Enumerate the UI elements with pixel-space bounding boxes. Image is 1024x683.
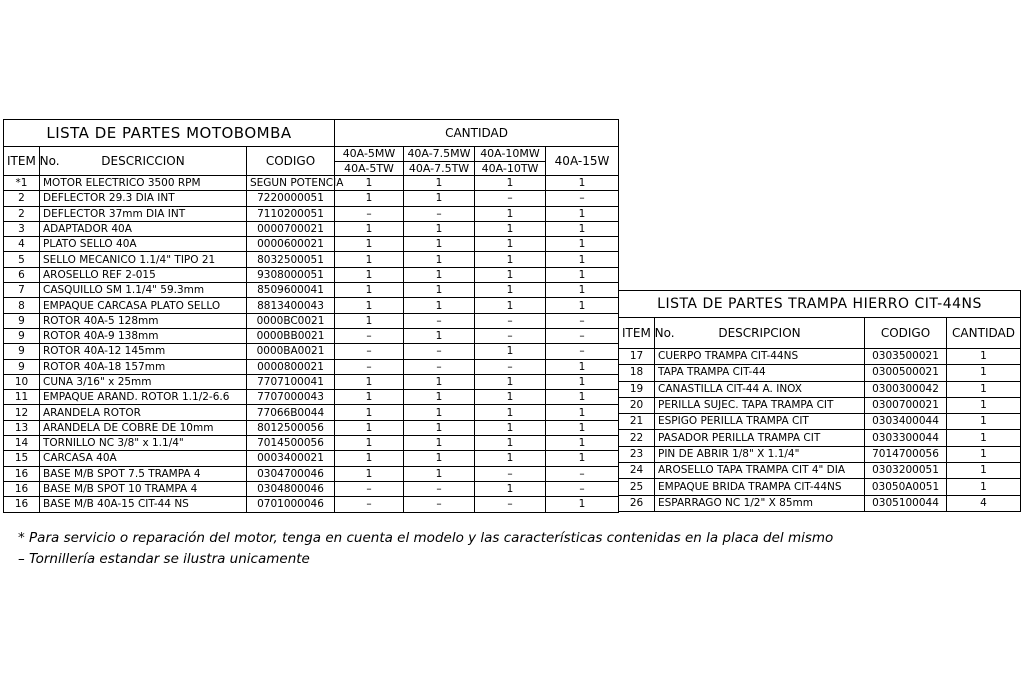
quantity-cell: – bbox=[335, 481, 404, 496]
table-row bbox=[619, 397, 1021, 413]
quantity-cell: – bbox=[404, 313, 475, 328]
quantity-cell: 1 bbox=[404, 374, 475, 389]
cantidad-header: CANTIDAD bbox=[335, 120, 619, 147]
quantity-cell: 1 bbox=[546, 451, 619, 466]
part-description: ROTOR 40A-12 145mm bbox=[40, 344, 247, 359]
part-description: SELLO MECANICO 1.1/4" TIPO 21 bbox=[40, 252, 247, 267]
part-description: PASADOR PERILLA TRAMPA CIT bbox=[655, 430, 865, 446]
item-number: 17 bbox=[619, 349, 655, 365]
quantity-cell: – bbox=[475, 191, 546, 206]
quantity-cell: 1 bbox=[404, 252, 475, 267]
part-description: EMPAQUE ARAND. ROTOR 1.1/2-6.6 bbox=[40, 390, 247, 405]
quantity-cell: 1 bbox=[947, 479, 1021, 495]
part-code: 0000BA0021 bbox=[247, 344, 335, 359]
footnotes bbox=[18, 528, 833, 570]
part-code: 7014500056 bbox=[247, 436, 335, 451]
table-row bbox=[619, 479, 1021, 495]
quantity-cell: – bbox=[335, 497, 404, 512]
quantity-cell: 1 bbox=[546, 267, 619, 282]
quantity-cell: 1 bbox=[404, 451, 475, 466]
footnote-motor: * Para servicio o reparación del motor, tenga en cuenta el modelo y las características contenidas en la placa del mismo bbox=[18, 530, 834, 546]
table-row bbox=[619, 495, 1021, 511]
quantity-cell: 1 bbox=[475, 344, 546, 359]
part-code: 8032500051 bbox=[247, 252, 335, 267]
quantity-cell: – bbox=[475, 359, 546, 374]
table-row bbox=[4, 191, 619, 206]
item-number: 3 bbox=[4, 221, 40, 236]
item-number: 5 bbox=[4, 252, 40, 267]
item-number: 16 bbox=[4, 466, 40, 481]
part-code: 0303500021 bbox=[865, 349, 947, 365]
table-row bbox=[4, 267, 619, 282]
quantity-cell: – bbox=[475, 466, 546, 481]
part-description: CUNA 3/16" x 25mm bbox=[40, 374, 247, 389]
quantity-cell: 1 bbox=[475, 283, 546, 298]
part-code: 7014700056 bbox=[865, 446, 947, 462]
quantity-cell: 1 bbox=[475, 221, 546, 236]
part-description: ROTOR 40A-18 157mm bbox=[40, 359, 247, 374]
quantity-cell: 1 bbox=[404, 420, 475, 435]
item-number: 16 bbox=[4, 497, 40, 512]
item-number: 22 bbox=[619, 430, 655, 446]
col-item-header: ITEM No. bbox=[4, 147, 40, 176]
part-code: 77066B0044 bbox=[247, 405, 335, 420]
item-number: *1 bbox=[4, 176, 40, 191]
item-number: 19 bbox=[619, 381, 655, 397]
part-description: CANASTILLA CIT-44 A. INOX bbox=[655, 381, 865, 397]
part-description: BASE M/B SPOT 10 TRAMPA 4 bbox=[40, 481, 247, 496]
quantity-cell: – bbox=[404, 344, 475, 359]
quantity-cell: 1 bbox=[475, 436, 546, 451]
quantity-cell: 1 bbox=[475, 390, 546, 405]
part-description: DEFLECTOR 37mm DIA INT bbox=[40, 206, 247, 221]
quantity-cell: 1 bbox=[335, 390, 404, 405]
table-row bbox=[4, 420, 619, 435]
item-number: 6 bbox=[4, 267, 40, 282]
model-header-bottom: 40A-10TW bbox=[475, 161, 546, 176]
quantity-cell: 1 bbox=[475, 481, 546, 496]
part-description: TAPA TRAMPA CIT-44 bbox=[655, 365, 865, 381]
part-code: 0305100044 bbox=[865, 495, 947, 511]
quantity-cell: – bbox=[546, 191, 619, 206]
table-row bbox=[619, 463, 1021, 479]
table-row bbox=[4, 221, 619, 236]
part-description: EMPAQUE BRIDA TRAMPA CIT-44NS bbox=[655, 479, 865, 495]
quantity-cell: 1 bbox=[335, 436, 404, 451]
quantity-cell: 1 bbox=[335, 267, 404, 282]
quantity-cell: – bbox=[475, 328, 546, 343]
table-row bbox=[4, 497, 619, 512]
quantity-cell: 1 bbox=[475, 420, 546, 435]
quantity-cell: – bbox=[546, 466, 619, 481]
part-code: 0000BC0021 bbox=[247, 313, 335, 328]
table-row bbox=[4, 405, 619, 420]
quantity-cell: – bbox=[404, 206, 475, 221]
quantity-cell: 1 bbox=[546, 298, 619, 313]
quantity-cell: – bbox=[546, 344, 619, 359]
table-row bbox=[4, 252, 619, 267]
item-number: 24 bbox=[619, 463, 655, 479]
quantity-cell: 1 bbox=[947, 397, 1021, 413]
quantity-cell: 1 bbox=[475, 451, 546, 466]
part-description: DEFLECTOR 29.3 DIA INT bbox=[40, 191, 247, 206]
quantity-cell: 1 bbox=[475, 237, 546, 252]
quantity-cell: 1 bbox=[546, 359, 619, 374]
quantity-cell: 1 bbox=[335, 237, 404, 252]
quantity-cell: 1 bbox=[335, 283, 404, 298]
table-row bbox=[4, 283, 619, 298]
trampa-title: LISTA DE PARTES TRAMPA HIERRO CIT-44NS bbox=[619, 291, 1021, 318]
part-code: 0300300042 bbox=[865, 381, 947, 397]
part-code: 8813400043 bbox=[247, 298, 335, 313]
table-row bbox=[619, 430, 1021, 446]
item-number: 14 bbox=[4, 436, 40, 451]
quantity-cell: 1 bbox=[335, 451, 404, 466]
part-description: PLATO SELLO 40A bbox=[40, 237, 247, 252]
part-code: 8012500056 bbox=[247, 420, 335, 435]
part-description: EMPAQUE CARCASA PLATO SELLO bbox=[40, 298, 247, 313]
quantity-cell: 1 bbox=[404, 283, 475, 298]
table-row bbox=[619, 446, 1021, 462]
col-cantidad-header: CANTIDAD bbox=[947, 318, 1021, 349]
part-code: 7110200051 bbox=[247, 206, 335, 221]
quantity-cell: 1 bbox=[404, 237, 475, 252]
item-number: 18 bbox=[619, 365, 655, 381]
motobomba-parts-table bbox=[3, 119, 619, 513]
part-code: 7707100041 bbox=[247, 374, 335, 389]
quantity-cell: 1 bbox=[335, 221, 404, 236]
quantity-cell: 1 bbox=[404, 405, 475, 420]
quantity-cell: 1 bbox=[947, 414, 1021, 430]
part-description: ARANDELA ROTOR bbox=[40, 405, 247, 420]
table-row bbox=[4, 466, 619, 481]
quantity-cell: 1 bbox=[335, 420, 404, 435]
quantity-cell: – bbox=[335, 328, 404, 343]
part-code: 0701000046 bbox=[247, 497, 335, 512]
part-description: ROTOR 40A-5 128mm bbox=[40, 313, 247, 328]
col-codigo-header: CODIGO bbox=[247, 147, 335, 176]
quantity-cell: – bbox=[404, 481, 475, 496]
model-header-bottom: 40A-5TW bbox=[335, 161, 404, 176]
model-header-top: 40A-15W bbox=[546, 147, 619, 176]
part-description: ESPARRAGO NC 1/2" X 85mm bbox=[655, 495, 865, 511]
item-number: 9 bbox=[4, 359, 40, 374]
quantity-cell: 1 bbox=[404, 191, 475, 206]
part-description: CUERPO TRAMPA CIT-44NS bbox=[655, 349, 865, 365]
part-code: 0303400044 bbox=[865, 414, 947, 430]
quantity-cell: 1 bbox=[335, 466, 404, 481]
item-number: 15 bbox=[4, 451, 40, 466]
part-description: MOTOR ELECTRICO 3500 RPM bbox=[40, 176, 247, 191]
table-row bbox=[4, 344, 619, 359]
item-number: 25 bbox=[619, 479, 655, 495]
quantity-cell: – bbox=[546, 313, 619, 328]
quantity-cell: – bbox=[475, 313, 546, 328]
table-row bbox=[4, 451, 619, 466]
quantity-cell: 1 bbox=[546, 252, 619, 267]
table-row bbox=[4, 176, 619, 191]
table-row bbox=[4, 206, 619, 221]
col-item-header: ITEM No. bbox=[619, 318, 655, 349]
part-description: BASE M/B 40A-15 CIT-44 NS bbox=[40, 497, 247, 512]
part-code: 0003400021 bbox=[247, 451, 335, 466]
table-row bbox=[4, 298, 619, 313]
model-header-top: 40A-5MW bbox=[335, 147, 404, 162]
quantity-cell: 1 bbox=[546, 221, 619, 236]
quantity-cell: 1 bbox=[404, 390, 475, 405]
part-description: PIN DE ABRIR 1/8" X 1.1/4" bbox=[655, 446, 865, 462]
item-number: 10 bbox=[4, 374, 40, 389]
item-number: 9 bbox=[4, 313, 40, 328]
item-number: 12 bbox=[4, 405, 40, 420]
item-number: 26 bbox=[619, 495, 655, 511]
part-code: 03050A0051 bbox=[865, 479, 947, 495]
quantity-cell: 1 bbox=[546, 206, 619, 221]
item-number: 16 bbox=[4, 481, 40, 496]
quantity-cell: 1 bbox=[947, 446, 1021, 462]
part-code: 9308000051 bbox=[247, 267, 335, 282]
table-row bbox=[619, 349, 1021, 365]
quantity-cell: 1 bbox=[404, 298, 475, 313]
part-description: ADAPTADOR 40A bbox=[40, 221, 247, 236]
part-code: 8509600041 bbox=[247, 283, 335, 298]
quantity-cell: – bbox=[404, 497, 475, 512]
item-number: 9 bbox=[4, 344, 40, 359]
part-code: 0000600021 bbox=[247, 237, 335, 252]
table-row bbox=[619, 414, 1021, 430]
quantity-cell: 1 bbox=[475, 267, 546, 282]
part-code: 0304800046 bbox=[247, 481, 335, 496]
quantity-cell: 1 bbox=[475, 298, 546, 313]
quantity-cell: 1 bbox=[546, 497, 619, 512]
table-row bbox=[4, 374, 619, 389]
part-code: 7707000043 bbox=[247, 390, 335, 405]
quantity-cell: 1 bbox=[475, 252, 546, 267]
quantity-cell: 1 bbox=[546, 283, 619, 298]
quantity-cell: – bbox=[335, 359, 404, 374]
quantity-cell: 1 bbox=[546, 390, 619, 405]
quantity-cell: 1 bbox=[335, 313, 404, 328]
table-row bbox=[4, 313, 619, 328]
part-description: BASE M/B SPOT 7.5 TRAMPA 4 bbox=[40, 466, 247, 481]
part-description: ARANDELA DE COBRE DE 10mm bbox=[40, 420, 247, 435]
quantity-cell: 1 bbox=[335, 252, 404, 267]
quantity-cell: 1 bbox=[475, 206, 546, 221]
part-code: 0303200051 bbox=[865, 463, 947, 479]
quantity-cell: 1 bbox=[947, 349, 1021, 365]
quantity-cell: 4 bbox=[947, 495, 1021, 511]
model-header-bottom: 40A-7.5TW bbox=[404, 161, 475, 176]
quantity-cell: 1 bbox=[546, 176, 619, 191]
quantity-cell: 1 bbox=[475, 176, 546, 191]
table-row bbox=[4, 328, 619, 343]
item-number: 2 bbox=[4, 206, 40, 221]
part-code: SEGUN POTENCIA bbox=[247, 176, 335, 191]
table-row bbox=[4, 436, 619, 451]
table-row bbox=[4, 359, 619, 374]
quantity-cell: 1 bbox=[546, 436, 619, 451]
part-code: 0000700021 bbox=[247, 221, 335, 236]
quantity-cell: – bbox=[335, 344, 404, 359]
table-row bbox=[4, 237, 619, 252]
part-description: AROSELLO TAPA TRAMPA CIT 4" DIA bbox=[655, 463, 865, 479]
part-code: 0300700021 bbox=[865, 397, 947, 413]
footnote-tornilleria: – Tornillería estandar se ilustra unicamente bbox=[18, 551, 310, 567]
table-row bbox=[4, 481, 619, 496]
quantity-cell: 1 bbox=[546, 374, 619, 389]
quantity-cell: – bbox=[546, 328, 619, 343]
item-number: 2 bbox=[4, 191, 40, 206]
table-row bbox=[619, 381, 1021, 397]
quantity-cell: 1 bbox=[546, 237, 619, 252]
trampa-parts-table bbox=[618, 290, 1021, 512]
quantity-cell: 1 bbox=[947, 365, 1021, 381]
table-row bbox=[619, 365, 1021, 381]
quantity-cell: 1 bbox=[947, 430, 1021, 446]
quantity-cell: – bbox=[335, 206, 404, 221]
part-description: PERILLA SUJEC. TAPA TRAMPA CIT bbox=[655, 397, 865, 413]
item-number: 4 bbox=[4, 237, 40, 252]
part-description: TORNILLO NC 3/8" x 1.1/4" bbox=[40, 436, 247, 451]
part-description: ESPIGO PERILLA TRAMPA CIT bbox=[655, 414, 865, 430]
item-number: 21 bbox=[619, 414, 655, 430]
part-code: 7220000051 bbox=[247, 191, 335, 206]
model-header-top: 40A-10MW bbox=[475, 147, 546, 162]
table-row bbox=[4, 390, 619, 405]
part-description: ROTOR 40A-9 138mm bbox=[40, 328, 247, 343]
part-code: 0000BB0021 bbox=[247, 328, 335, 343]
item-number: 20 bbox=[619, 397, 655, 413]
motobomba-title: LISTA DE PARTES MOTOBOMBA bbox=[4, 120, 335, 147]
part-code: 0303300044 bbox=[865, 430, 947, 446]
quantity-cell: 1 bbox=[335, 298, 404, 313]
part-description: AROSELLO REF 2-015 bbox=[40, 267, 247, 282]
item-number: 13 bbox=[4, 420, 40, 435]
part-description: CASQUILLO SM 1.1/4" 59.3mm bbox=[40, 283, 247, 298]
part-code: 0304700046 bbox=[247, 466, 335, 481]
quantity-cell: 1 bbox=[404, 221, 475, 236]
col-desc-header: DESCRIPCION bbox=[655, 318, 865, 349]
quantity-cell: 1 bbox=[404, 267, 475, 282]
quantity-cell: 1 bbox=[546, 405, 619, 420]
quantity-cell: 1 bbox=[546, 420, 619, 435]
item-number: 23 bbox=[619, 446, 655, 462]
quantity-cell: 1 bbox=[404, 466, 475, 481]
col-desc-header: DESCRICCION bbox=[40, 147, 247, 176]
quantity-cell: 1 bbox=[947, 463, 1021, 479]
part-description: CARCASA 40A bbox=[40, 451, 247, 466]
item-number: 11 bbox=[4, 390, 40, 405]
quantity-cell: 1 bbox=[475, 374, 546, 389]
model-header-top: 40A-7.5MW bbox=[404, 147, 475, 162]
quantity-cell: 1 bbox=[335, 405, 404, 420]
col-codigo-header: CODIGO bbox=[865, 318, 947, 349]
item-number: 8 bbox=[4, 298, 40, 313]
quantity-cell: 1 bbox=[335, 374, 404, 389]
quantity-cell: – bbox=[404, 359, 475, 374]
quantity-cell: 1 bbox=[404, 328, 475, 343]
quantity-cell: 1 bbox=[475, 405, 546, 420]
part-code: 0300500021 bbox=[865, 365, 947, 381]
quantity-cell: 1 bbox=[947, 381, 1021, 397]
quantity-cell: 1 bbox=[335, 191, 404, 206]
item-number: 9 bbox=[4, 328, 40, 343]
quantity-cell: – bbox=[546, 481, 619, 496]
part-code: 0000800021 bbox=[247, 359, 335, 374]
quantity-cell: 1 bbox=[404, 436, 475, 451]
quantity-cell: 1 bbox=[335, 176, 404, 191]
item-number: 7 bbox=[4, 283, 40, 298]
quantity-cell: 1 bbox=[404, 176, 475, 191]
quantity-cell: – bbox=[475, 497, 546, 512]
